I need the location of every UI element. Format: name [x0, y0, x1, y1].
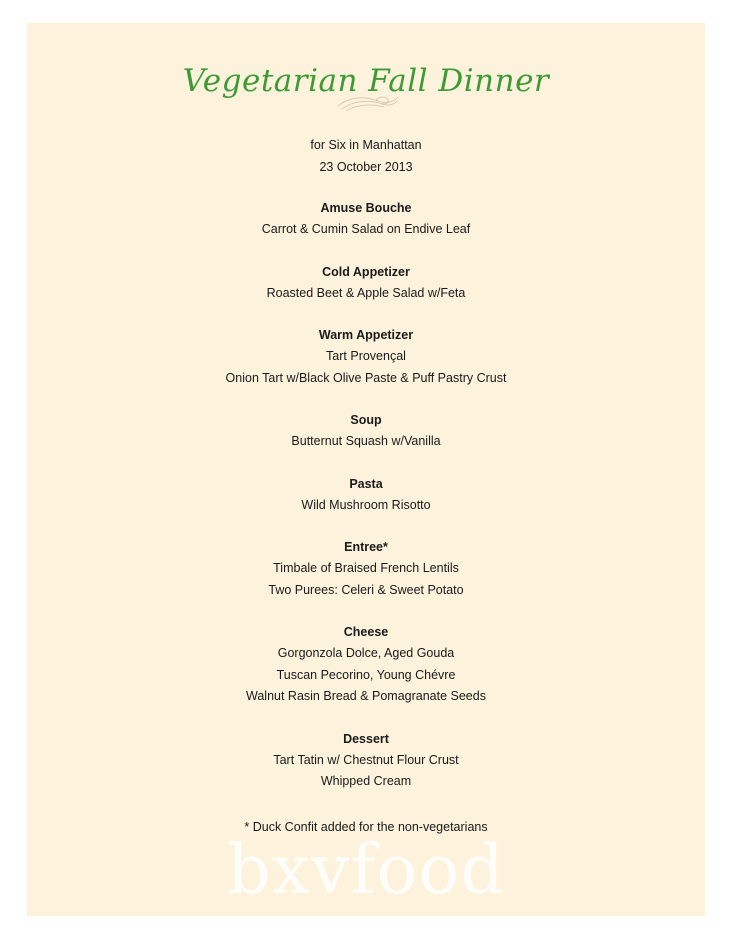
menu-page — [27, 23, 705, 916]
course-items — [27, 431, 705, 453]
course-section — [27, 728, 705, 793]
course-item: Two Purees: Celeri & Sweet Potato — [268, 582, 464, 597]
menu-title: Vegetarian Fall Dinner — [182, 63, 550, 99]
course-item: Butternut Squash w/Vanilla — [291, 434, 441, 448]
course-section — [27, 261, 705, 305]
course-name: Warm Appetizer — [318, 328, 414, 342]
course-section — [27, 197, 705, 241]
course-items — [27, 346, 705, 389]
course-item: Walnut Rasin Bread & Pomagranate Seeds — [246, 689, 486, 703]
course-items — [27, 495, 705, 517]
footnote: * Duck Confit added for the non-vegetarians — [244, 820, 488, 834]
course-item: Tart Provençal — [326, 349, 406, 363]
menu-body — [27, 135, 705, 813]
course-list — [27, 197, 705, 793]
course-item: Wild Mushroom Risotto — [301, 497, 431, 512]
course-items — [27, 219, 705, 241]
course-name: Dessert — [343, 731, 389, 746]
course-item: Timbale of Braised French Lentils — [273, 561, 459, 575]
course-items — [27, 283, 705, 305]
course-item: Onion Tart w/Black Olive Paste & Puff Pastry Crust — [225, 370, 507, 385]
course-section — [27, 409, 705, 453]
flourish-ornament — [336, 92, 400, 114]
course-name: Amuse Bouche — [320, 201, 412, 215]
course-name: Soup — [350, 413, 382, 427]
menu-intro — [27, 135, 705, 178]
course-name: Cold Appetizer — [322, 264, 410, 279]
watermark-logo: bxvfood — [227, 831, 505, 910]
course-section — [27, 536, 705, 601]
intro-line-guests: for Six in Manhattan — [310, 138, 422, 152]
course-section — [27, 324, 705, 389]
course-item: Gorgonzola Dolce, Aged Gouda — [277, 646, 455, 660]
course-items — [27, 750, 705, 793]
course-name: Pasta — [349, 476, 383, 491]
course-item: Carrot & Cumin Salad on Endive Leaf — [261, 222, 471, 236]
course-name: Cheese — [343, 625, 389, 639]
course-item: Tart Tatin w/ Chestnut Flour Crust — [273, 752, 459, 767]
course-section — [27, 621, 705, 708]
course-name: Entree* — [344, 540, 388, 554]
course-items — [27, 643, 705, 708]
course-item: Whipped Cream — [320, 774, 412, 788]
course-section — [27, 473, 705, 517]
intro-line-date: 23 October 2013 — [319, 159, 413, 174]
course-items — [27, 558, 705, 601]
course-item: Tuscan Pecorino, Young Chévre — [276, 667, 456, 682]
course-item: Roasted Beet & Apple Salad w/Feta — [266, 285, 466, 300]
